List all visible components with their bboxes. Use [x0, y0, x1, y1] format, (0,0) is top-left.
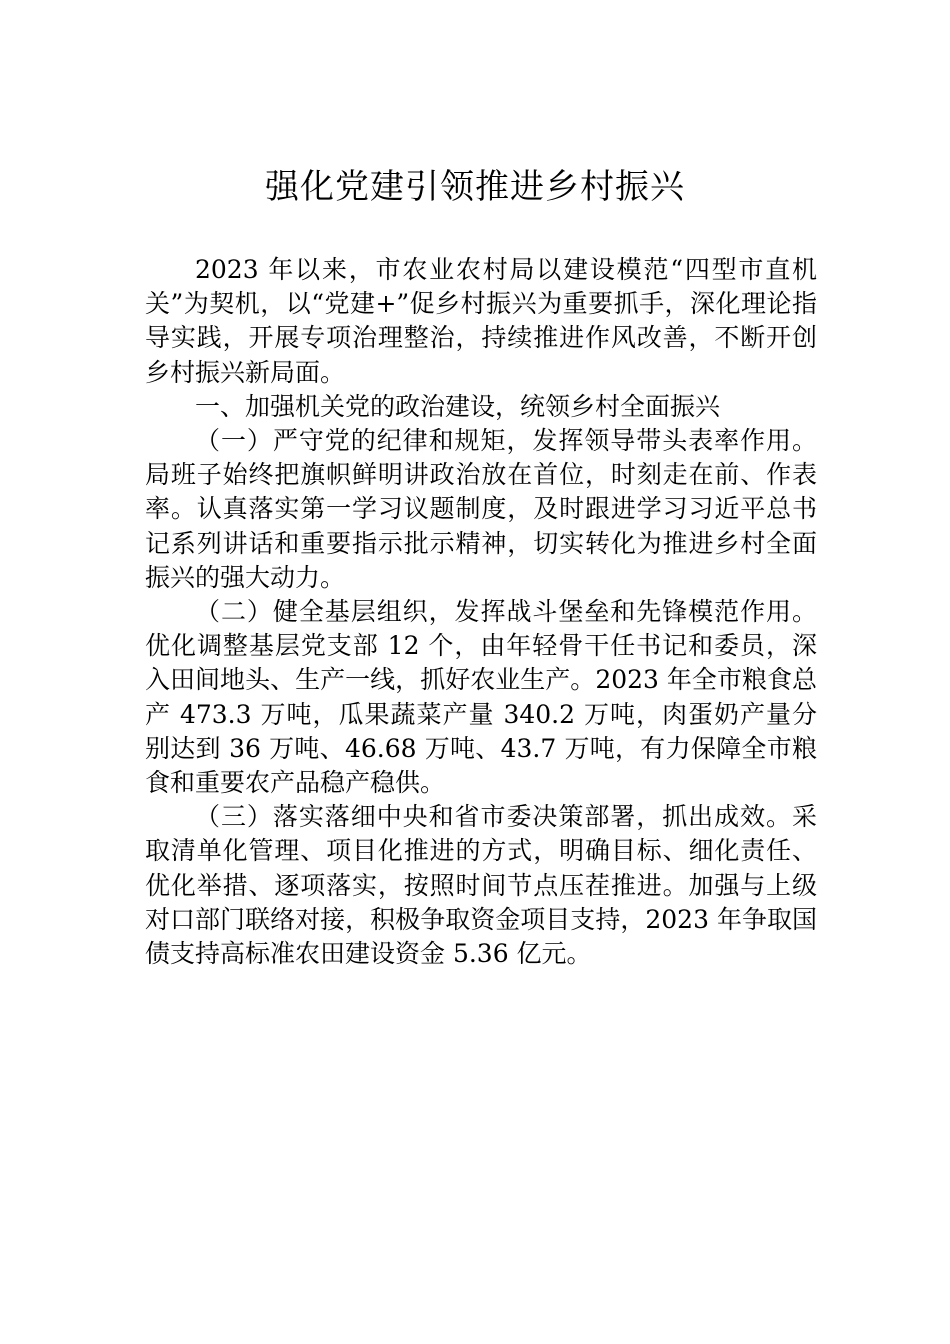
subsection-paragraph-2: （二）健全基层组织，发挥战斗堡垒和先锋模范作用。优化调整基层党支部 12 个，由年轻骨干任书记和委员，深入田间地头、生产一线，抓好农业生产。2023 年全市粮食总产 473.3 万吨，瓜果蔬菜产量 340.2 万吨，肉蛋奶产量分别达到 36 万吨、46.68 万吨、43.7 万吨，有力保障全市粮食和重要农产品稳产稳供。 — [145, 597, 817, 798]
intro-paragraph: 2023 年以来，市农业农村局以建设模范“四型市直机关”为契机，以“党建+”促乡村振兴为重要抓手，深化理论指导实践，开展专项治理整治，持续推进作风改善，不断开创乡村振兴新局面。 — [145, 255, 817, 387]
document-title: 强化党建引领推进乡村振兴 — [265, 167, 685, 207]
subsection-paragraph-1: （一）严守党的纪律和规矩，发挥领导带头表率作用。局班子始终把旗帜鲜明讲政治放在首位，时刻走在前、作表率。认真落实第一学习议题制度，及时跟进学习习近平总书记系列讲话和重要指示批示精神，切实转化为推进乡村全面振兴的强大动力。 — [145, 426, 817, 592]
subsection-paragraph-3: （三）落实落细中央和省市委决策部署，抓出成效。采取清单化管理、项目化推进的方式，明确目标、细化责任、优化举措、逐项落实，按照时间节点压茬推进。加强与上级对口部门联络对接，积极争取资金项目支持，2023 年争取国债支持高标准农田建设资金 5.36 亿元。 — [145, 802, 817, 969]
document-body — [145, 253, 817, 971]
section-heading-1: 一、加强机关党的政治建设，统领乡村全面振兴 — [195, 391, 721, 421]
